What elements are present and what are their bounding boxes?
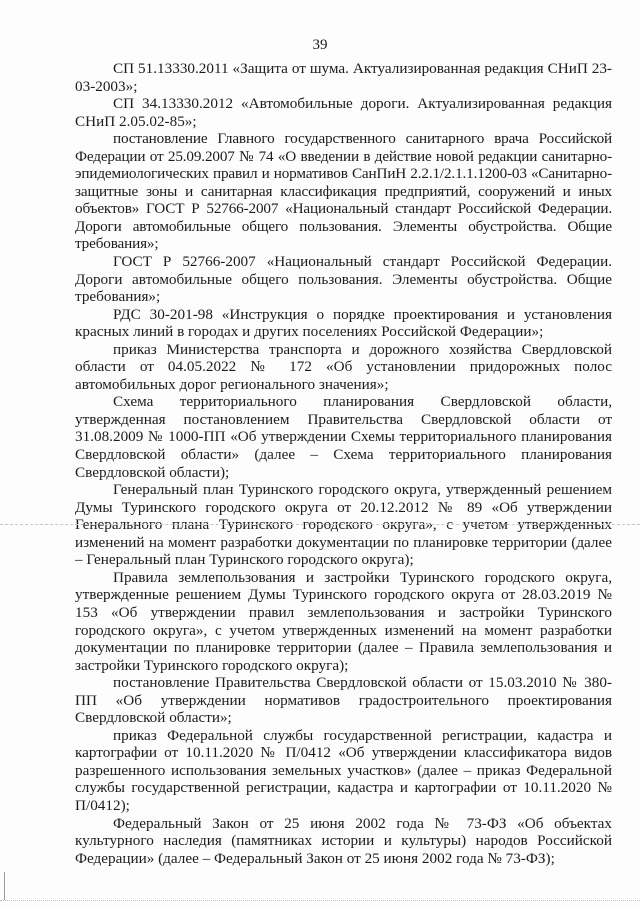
paragraph-federal-law-73: Федеральный Закон от 25 июня 2002 года № 73-ФЗ «Об объектах культурного наследия (памятниках истории и культуры) народов Российской Федерации» (далее – Федеральный Закон от 25 июня 2002 года № 73-ФЗ); xyxy=(75,814,612,867)
page-number: 39 xyxy=(312,37,328,53)
document-body xyxy=(75,60,612,867)
paragraph-sanpin-resolution: постановление Главного государственного санитарного врача Российской Федерации от 25.09.2007 № 74 «О введении в действие новой редакции санитарно-эпидемиологических правил и нормативов СанПиН 2.2.1/2.1.1.1200-03 «Санитарно-защитные зоны и санитарная классификация предприятий, сооружений и иных объектов» ГОСТ Р 52766-2007 «Национальный стандарт Российской Федерации. Дороги автомобильные общего пользования. Элементы обустройства. Общие требования»; xyxy=(75,130,612,253)
paragraph-land-use-rules: Правила землепользования и застройки Туринского городского округа, утвержденные решением Думы Туринского городского округа от 28.03.2019 № 153 «Об утверждении правил землепользования и застройки Туринского городского округа», с учетом утвержденных изменений на момент разработки документации по планировке территории (далее – Правила землепользования и застройки Туринского городского округа); xyxy=(75,568,612,674)
paragraph-transport-order: приказ Министерства транспорта и дорожного хозяйства Свердловской области от 04.05.2022 № 172 «Об установлении придорожных полос автомобильных дорог регионального значения»; xyxy=(75,340,612,393)
paragraph-gost: ГОСТ Р 52766-2007 «Национальный стандарт Российской Федерации. Дороги автомобильные общего пользования. Элементы обустройства. Общие требования»; xyxy=(75,253,612,306)
paragraph-general-plan: Генеральный план Туринского городского округа, утвержденный решением Думы Туринского городского округа от 20.12.2012 № 89 «Об утверждении Генерального плана Туринского городского округа», с учетом утвержденных изменений на момент разработки документации по планировке территории (далее – Генеральный план Туринского городского округа); xyxy=(75,481,612,569)
scan-bottom-edge xyxy=(0,900,640,901)
scan-edge-mark xyxy=(4,872,5,900)
paragraph-sp-51: СП 51.13330.2011 «Защита от шума. Актуализированная редакция СНиП 23-03-2003»; xyxy=(75,60,612,95)
paragraph-sp-34: СП 34.13330.2012 «Автомобильные дороги. Актуализированная редакция СНиП 2.05.02-85»; xyxy=(75,95,612,130)
scan-artifact-line xyxy=(0,524,640,525)
paragraph-rds: РДС 30-201-98 «Инструкция о порядке проектирования и установления красных линий в городах и других поселениях Российской Федерации»; xyxy=(75,305,612,341)
paragraph-territorial-scheme: Схема территориального планирования Свердловской области, утвержденная постановлением Правительства Свердловской области от 31.08.2009 № 1000-ПП «Об утверждении Схемы территориального планирования Свердловской области» (далее – Схема территориального планирования Свердловской области); xyxy=(75,393,612,481)
paragraph-urban-planning-norms: постановление Правительства Свердловской области от 15.03.2010 № 380-ПП «Об утверждении нормативов градостроительного проектирования Свердловской области»; xyxy=(75,674,612,727)
paragraph-rosreestr-order: приказ Федеральной службы государственной регистрации, кадастра и картографии от 10.11.2020 № П/0412 «Об утверждении классификатора видов разрешенного использования земельных участков» (далее – приказ Федеральной службы государственной регистрации, кадастра и картографии от 10.11.2020 № П/0412); xyxy=(75,726,612,814)
